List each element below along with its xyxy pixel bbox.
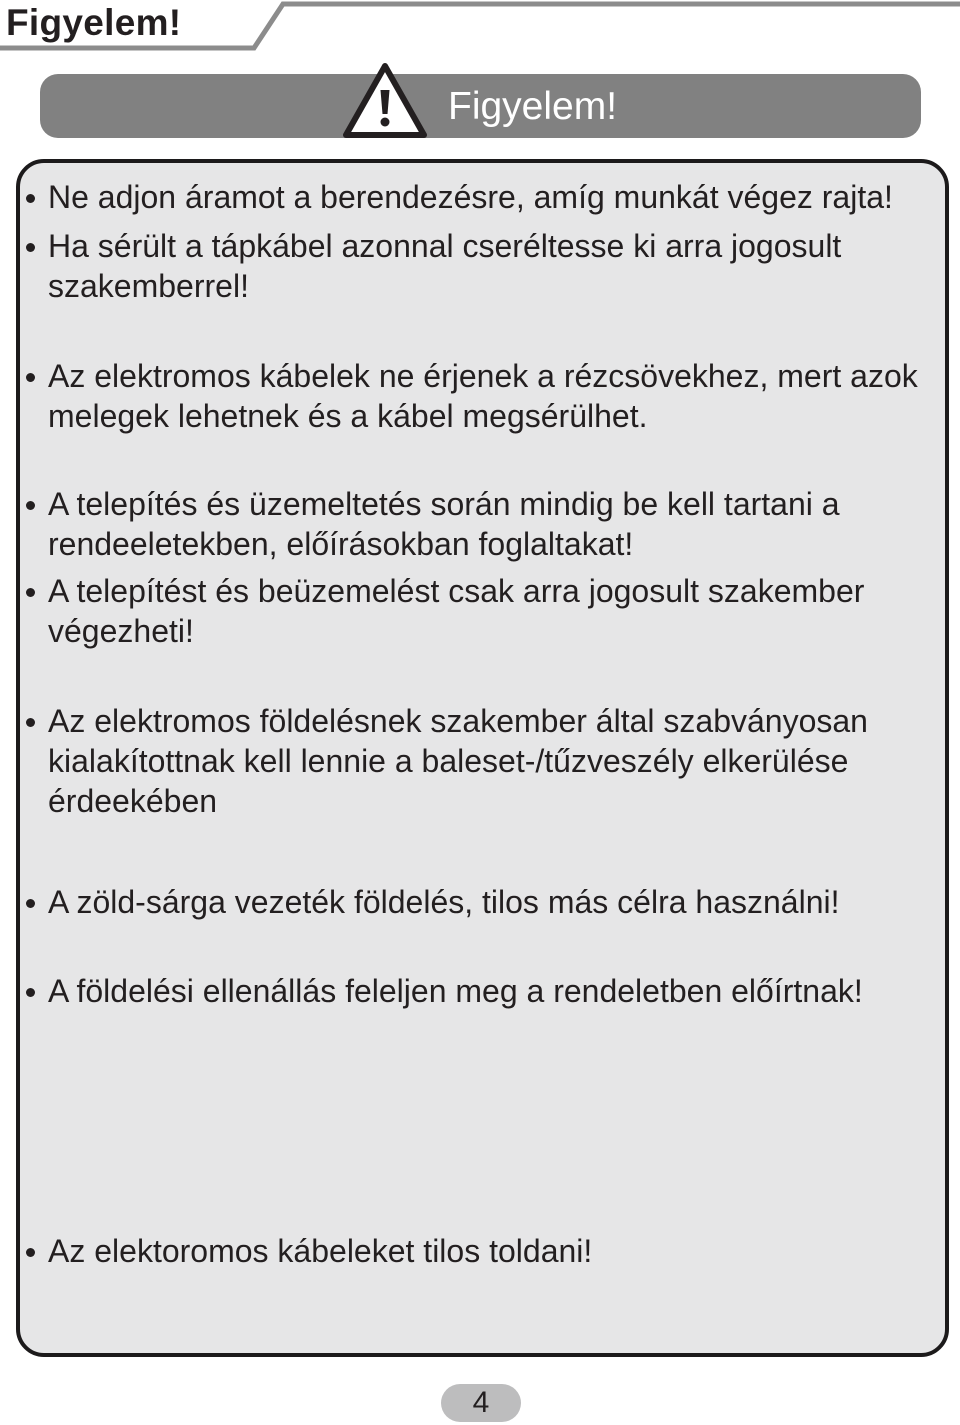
list-item-text: Az elektromos kábelek ne érjenek a rézcsövekhez, mert azok melegek lehetnek és a kábel megsérülhet.: [48, 358, 918, 434]
list-item-text: A telepítést és beüzemelést csak arra jogosult szakember végezheti!: [48, 573, 865, 649]
list-item-text: Az elektromos földelésnek szakember által szabványosan kialakítottnak kell lennie a baleset-/tűzveszély elkerülése érdeekében: [48, 703, 868, 819]
list-item: [48, 701, 928, 821]
warning-list-box: [16, 159, 949, 1357]
page-number-badge: [441, 1384, 521, 1422]
bullet-icon: [26, 718, 35, 727]
warning-triangle-icon: [342, 62, 428, 140]
bullet-icon: [26, 501, 35, 510]
list-item-text: Az elektoromos kábeleket tilos toldani!: [48, 1233, 593, 1269]
list-item: [48, 356, 928, 436]
list-item-text: A telepítés és üzemeltetés során mindig be kell tartani a rendeeletekben, előírásokban foglaltakat!: [48, 486, 840, 562]
list-item-text: A zöld-sárga vezeték földelés, tilos más célra használni!: [48, 884, 840, 920]
list-item: [48, 1231, 928, 1271]
warning-banner: [40, 74, 921, 138]
bullet-icon: [26, 243, 35, 252]
bullet-icon: [26, 373, 35, 382]
list-item: [48, 484, 928, 564]
bullet-icon: [26, 899, 35, 908]
bullet-icon: [26, 1248, 35, 1257]
bullet-icon: [26, 194, 35, 203]
list-item: [48, 971, 928, 1011]
list-item: [48, 571, 928, 651]
page-header-title: Figyelem!: [6, 2, 182, 43]
bullet-icon: [26, 988, 35, 997]
list-item: [48, 882, 928, 922]
list-item-text: A földelési ellenállás feleljen meg a rendeletben előírtnak!: [48, 973, 863, 1009]
banner-title: Figyelem!: [448, 85, 618, 128]
page-number: 4: [472, 1386, 490, 1419]
list-item: [48, 177, 928, 217]
list-item-text: Ne adjon áramot a berendezésre, amíg munkát végez rajta!: [48, 179, 893, 215]
list-item-text: Ha sérült a tápkábel azonnal cseréltesse ki arra jogosult szakemberrel!: [48, 228, 842, 304]
bullet-icon: [26, 588, 35, 597]
list-item: [48, 226, 928, 306]
